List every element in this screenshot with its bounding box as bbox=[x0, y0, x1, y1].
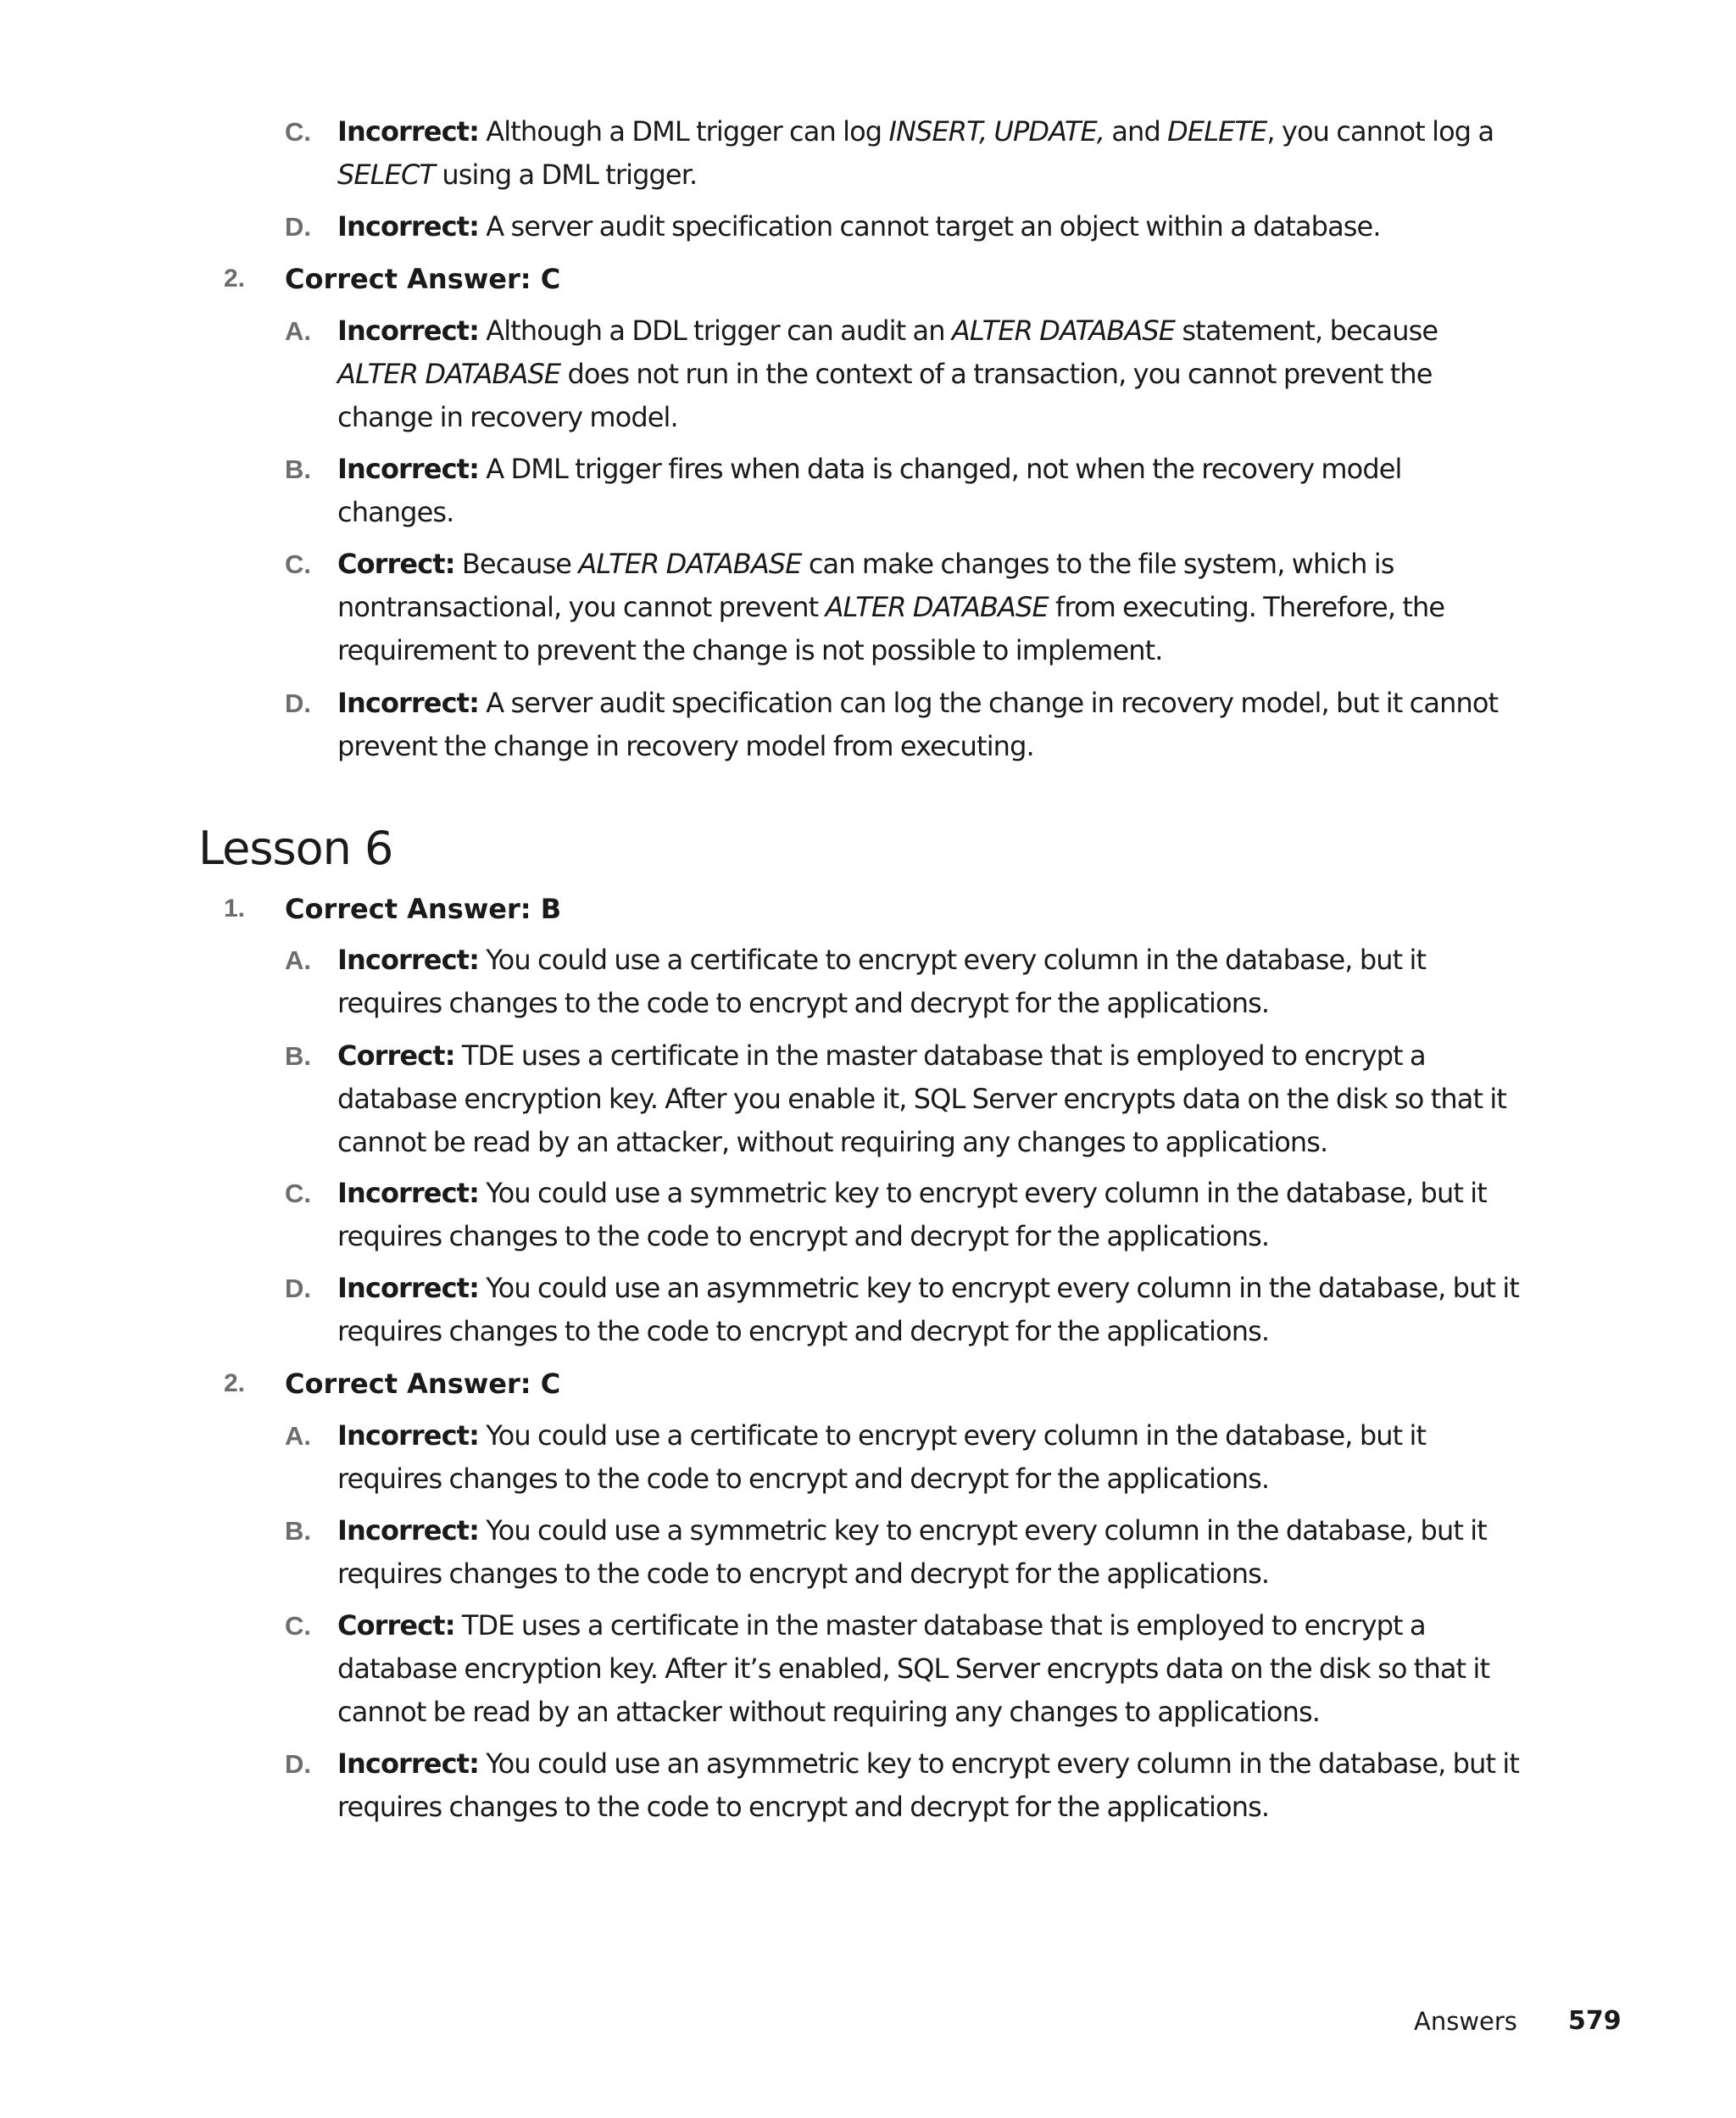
option-text: Incorrect: Although a DML trigger can log INSERT, UPDATE, and DELETE, you cannot log a SELECT using a DML trigger. bbox=[337, 115, 1494, 191]
option-letter: D. bbox=[285, 688, 311, 718]
option-verdict-label: Correct: bbox=[337, 1609, 455, 1641]
option-letter: B. bbox=[285, 454, 311, 484]
option-text: Incorrect: You could use a symmetric key to encrypt every column in the database, but it requires changes to the code to encrypt and decrypt for the applications. bbox=[337, 1177, 1487, 1252]
question-number: 2. bbox=[224, 265, 246, 293]
option-letter: D. bbox=[285, 212, 311, 242]
question-header bbox=[0, 889, 1736, 928]
option-verdict-label: Incorrect: bbox=[337, 1747, 479, 1780]
option-text: Incorrect: A DML trigger fires when data is changed, not when the recovery model changes. bbox=[337, 453, 1402, 528]
option-letter: B. bbox=[285, 1516, 311, 1546]
option-text: Incorrect: You could use a certificate to encrypt every column in the database, but it requires changes to the code to encrypt and decrypt for the applications. bbox=[337, 944, 1427, 1019]
option-letter: C. bbox=[285, 117, 311, 147]
option-text: Incorrect: You could use a symmetric key to encrypt every column in the database, but it requires changes to the code to encrypt and decrypt for the applications. bbox=[337, 1514, 1487, 1590]
option-verdict-label: Incorrect: bbox=[337, 687, 479, 719]
footer-page-number: 579 bbox=[1568, 2006, 1622, 2036]
option-text: Incorrect: You could use an asymmetric key to encrypt every column in the database, but it requires changes to the code to encrypt and decrypt for the applications. bbox=[337, 1747, 1520, 1823]
footer-section-name: Answers bbox=[1414, 2007, 1517, 2036]
option-verdict-label: Incorrect: bbox=[337, 210, 479, 242]
option-letter: D. bbox=[285, 1274, 311, 1303]
option-letter: C. bbox=[285, 1179, 311, 1208]
option-verdict-label: Incorrect: bbox=[337, 315, 479, 347]
italic-term: ALTER DATABASE bbox=[825, 591, 1049, 623]
option-letter: B. bbox=[285, 1041, 311, 1071]
question-answer-title: Correct Answer: B bbox=[285, 893, 562, 925]
option-text: Incorrect: You could use a certificate to encrypt every column in the database, but it requires changes to the code to encrypt and decrypt for the applications. bbox=[337, 1419, 1427, 1495]
option-text: Incorrect: A server audit specification can log the change in recovery model, but it cannot prevent the change in recovery model from executing. bbox=[337, 687, 1499, 762]
option-letter: A. bbox=[285, 1421, 311, 1451]
option-letter: C. bbox=[285, 549, 311, 579]
question-number: 2. bbox=[224, 1369, 246, 1397]
italic-term: ALTER DATABASE bbox=[578, 548, 802, 580]
option-verdict-label: Incorrect: bbox=[337, 453, 479, 485]
question-answer-title: Correct Answer: C bbox=[285, 1368, 561, 1400]
option-letter: A. bbox=[285, 316, 311, 346]
option-verdict-label: Incorrect: bbox=[337, 115, 479, 148]
question-answer-title: Correct Answer: C bbox=[285, 263, 561, 295]
option-text: Correct: Because ALTER DATABASE can make changes to the file system, which is nontransactional, you cannot prevent ALTER DATABASE from executing. Therefore, the requirement to prevent the change is not possible to implement. bbox=[337, 548, 1445, 666]
option-verdict-label: Incorrect: bbox=[337, 1177, 479, 1209]
option-text: Correct: TDE uses a certificate in the master database that is employed to encrypt a database encryption key. After you enable it, SQL Server encrypts data on the disk so that it cannot be read by an attacker, without requiring any changes to applications. bbox=[337, 1039, 1507, 1158]
option-verdict-label: Incorrect: bbox=[337, 1419, 479, 1452]
option-letter: D. bbox=[285, 1749, 311, 1779]
italic-term: INSERT, UPDATE, bbox=[888, 115, 1105, 148]
italic-term: ALTER DATABASE bbox=[951, 315, 1176, 347]
option-letter: C. bbox=[285, 1611, 311, 1641]
question-header bbox=[0, 1364, 1736, 1403]
option-text: Incorrect: A server audit specification cannot target an object within a database. bbox=[337, 210, 1381, 242]
option-text: Incorrect: Although a DDL trigger can audit an ALTER DATABASE statement, because ALTER DATABASE does not run in the context of a transaction, you cannot prevent the change in recovery model. bbox=[337, 315, 1438, 433]
option-text: Incorrect: You could use an asymmetric key to encrypt every column in the database, but it requires changes to the code to encrypt and decrypt for the applications. bbox=[337, 1272, 1520, 1347]
question-number: 1. bbox=[224, 895, 246, 922]
option-letter: A. bbox=[285, 945, 311, 975]
italic-term: SELECT bbox=[337, 159, 436, 191]
italic-term: ALTER DATABASE bbox=[337, 358, 561, 390]
option-verdict-label: Incorrect: bbox=[337, 944, 479, 976]
option-text: Correct: TDE uses a certificate in the master database that is employed to encrypt a database encryption key. After it’s enabled, SQL Server encrypts data on the disk so that it cannot be read by an attacker without requiring any changes to applications. bbox=[337, 1609, 1490, 1728]
option-verdict-label: Correct: bbox=[337, 1039, 455, 1072]
lesson-heading: Lesson 6 bbox=[198, 822, 393, 875]
option-verdict-label: Correct: bbox=[337, 548, 455, 580]
question-header bbox=[0, 259, 1736, 298]
italic-term: DELETE bbox=[1167, 115, 1267, 148]
option-verdict-label: Incorrect: bbox=[337, 1272, 479, 1304]
option-verdict-label: Incorrect: bbox=[337, 1514, 479, 1547]
